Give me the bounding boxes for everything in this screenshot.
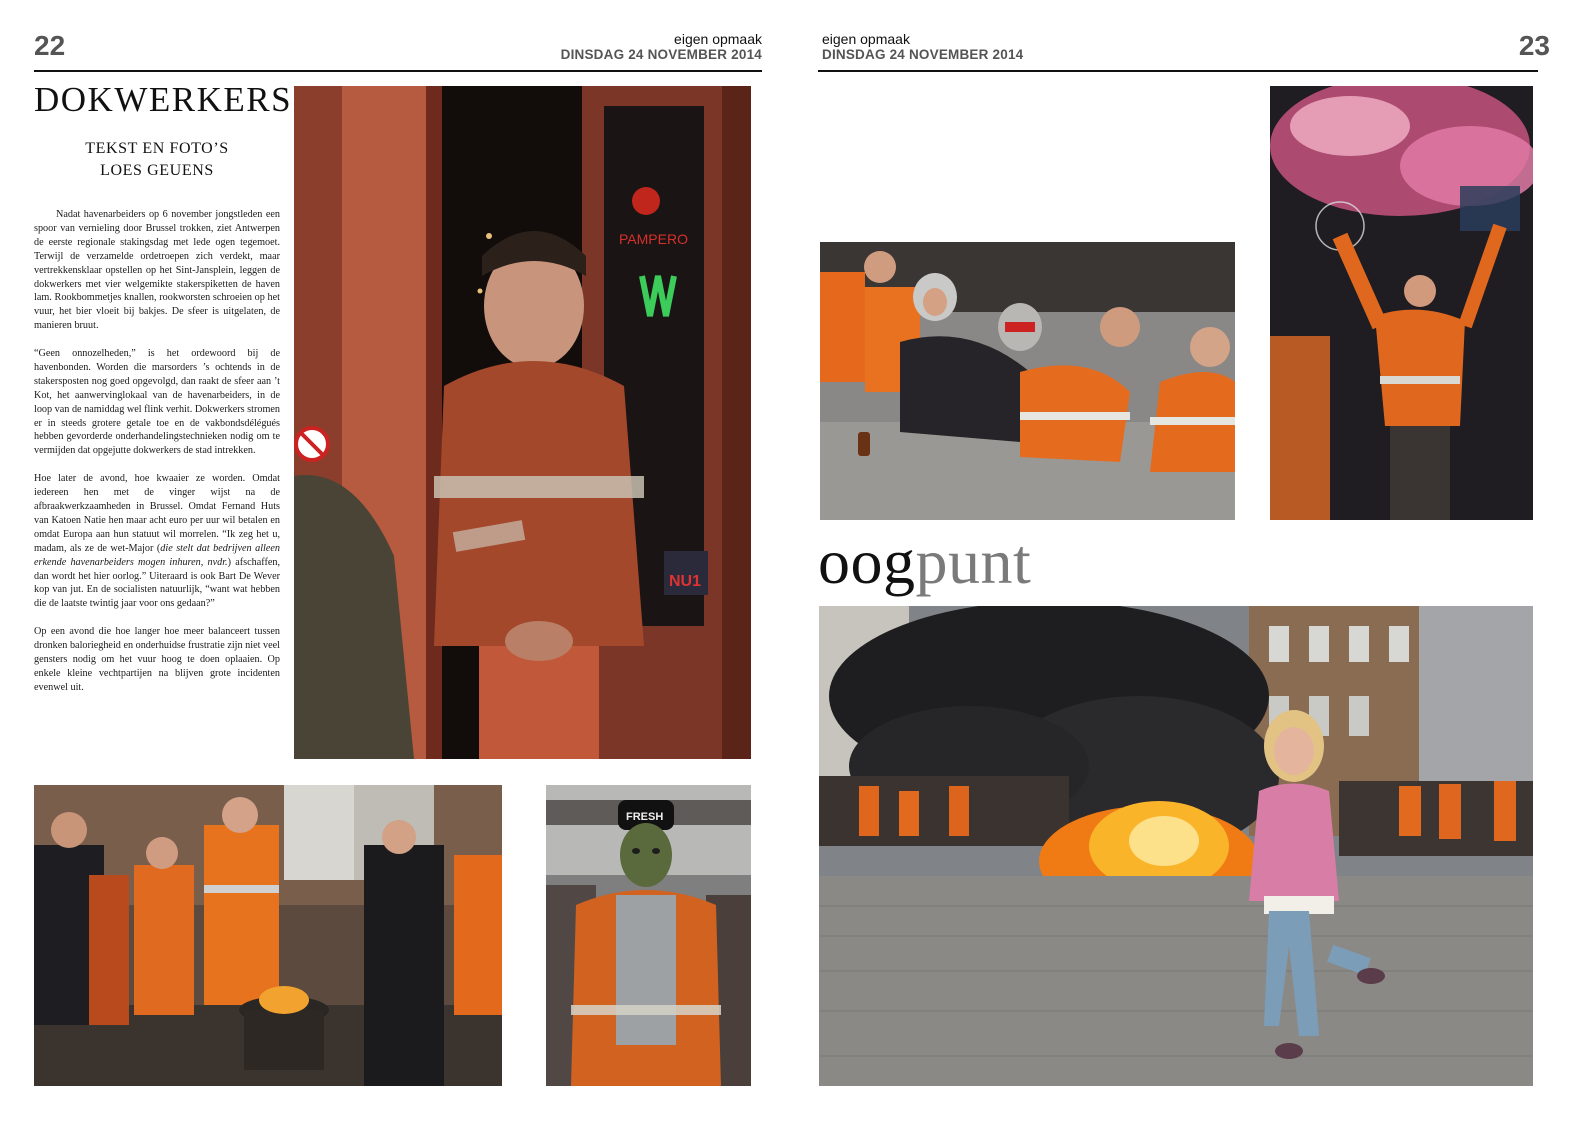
date-label-right: DINSDAG 24 NOVEMBER 2014 (822, 47, 1024, 62)
pampero-sign: PAMPERO (619, 231, 688, 247)
byline-line-1: TEKST EN FOTO’S (85, 140, 229, 157)
no-smoking-sign-icon (296, 428, 328, 460)
cap-text: FRESH (626, 811, 664, 823)
header-rule-right (818, 70, 1538, 72)
paragraph-2: “Geen onnozelheden,” is het ordewoord bij de havenbonden. Worden die marsorders ’s ochtends in de stakersposten nog goed opgevolgd, dan raakt de sfeer aan ’t Kot, het aanwervinglokaal van de havenarbeiders, in de loop van de namiddag wel flink verhit. Dokwerkers stromen er in steeds grotere getale toe en de vakbondsdélégués hebben gevorderde onderhandelingstechnieken nodig om te vermijden dat opgejutte dokwerkers de stad intrekken. (34, 348, 280, 457)
byline-line-2: LOES GEUENS (100, 162, 214, 179)
photo-workers-fire-basket (34, 785, 502, 1086)
photo-dockworker-doorway (294, 86, 751, 759)
section-label-left: eigen opmaak (674, 31, 762, 47)
running-header-left (548, 31, 762, 63)
paragraph-4: Op een avond die hoe langer hoe meer balanceert tussen dronken baloriegheid en onderhuidse frustratie zijn niet veel gensters nodig om het vuur hoog te doen oplaaien. Op enkele kleine vechtpartijen na blijven grote incidenten evenwel uit. (34, 626, 280, 693)
header-rule-left (34, 70, 762, 72)
section-label-right: eigen opmaak (822, 31, 910, 47)
page-number-right: 23 (1518, 30, 1550, 61)
article-title: DOKWERKERS (34, 80, 293, 119)
paragraph-3 (34, 472, 280, 611)
page-number-left: 22 (34, 30, 66, 61)
paragraph-3-part-b: ) afschaffen, dan wordt het hier oorlog.” Uiteraard is ook Bart De Wever kop van jut. En de socialisten natuurlijk, “want wat hebben die de laatste twintig jaar voor ons gedaan?” (34, 556, 280, 610)
paragraph-3-part-a: Hoe later de avond, hoe kwaaier ze worden. Omdat iedereen hen met de vinger wijst na de afbraakwerkzaamheden in Brussel. Omdat Fernand Huts van Katoen Natie hen maar acht euro per uur wil betalen en omdat Europa aan hun statuut wil morrelen. “Ik zeg het u, madam, als ze de wet-Major ( (34, 473, 280, 554)
paragraph-1: Nadat havenarbeiders op 6 november jongstleden een spoor van vernieling door Brussel trokken, ziet Antwerpen de eerste regionale stakingsdag met lede ogen tegemoet. Terwijl de verzamelde ordetroepen zich verdekt, maar vertrekkensklaar opstellen op het Sint-Jansplein, leggen de dokwerkers met vier welgemikte stakerspiketten de haven lam. Rookbommetjes knallen, rookworsten schroeien op het vuur, het bier vloeit bij bakjes. De sfeer is uitgelaten, de manieren bruut. (34, 209, 280, 332)
article-byline (34, 138, 280, 182)
nu1-sign: NU1 (669, 573, 702, 590)
section-heading-oogpunt (818, 526, 1032, 597)
paragraph-3-italic: die stelt dat bedrijven alleen erkende havenarbeiders mogen inhuren, nvdr. (34, 542, 280, 568)
running-header-right (822, 31, 1023, 63)
photo-girl-burning-barricade (819, 606, 1533, 1086)
heading-punt: punt (915, 526, 1032, 597)
date-label-left: DINSDAG 24 NOVEMBER 2014 (560, 47, 762, 62)
photo-sit-in-protest (820, 242, 1235, 520)
photo-flare (1270, 86, 1533, 520)
article-body (34, 208, 280, 709)
heading-oog: oog (818, 526, 916, 597)
photo-masked-worker (546, 785, 751, 1086)
